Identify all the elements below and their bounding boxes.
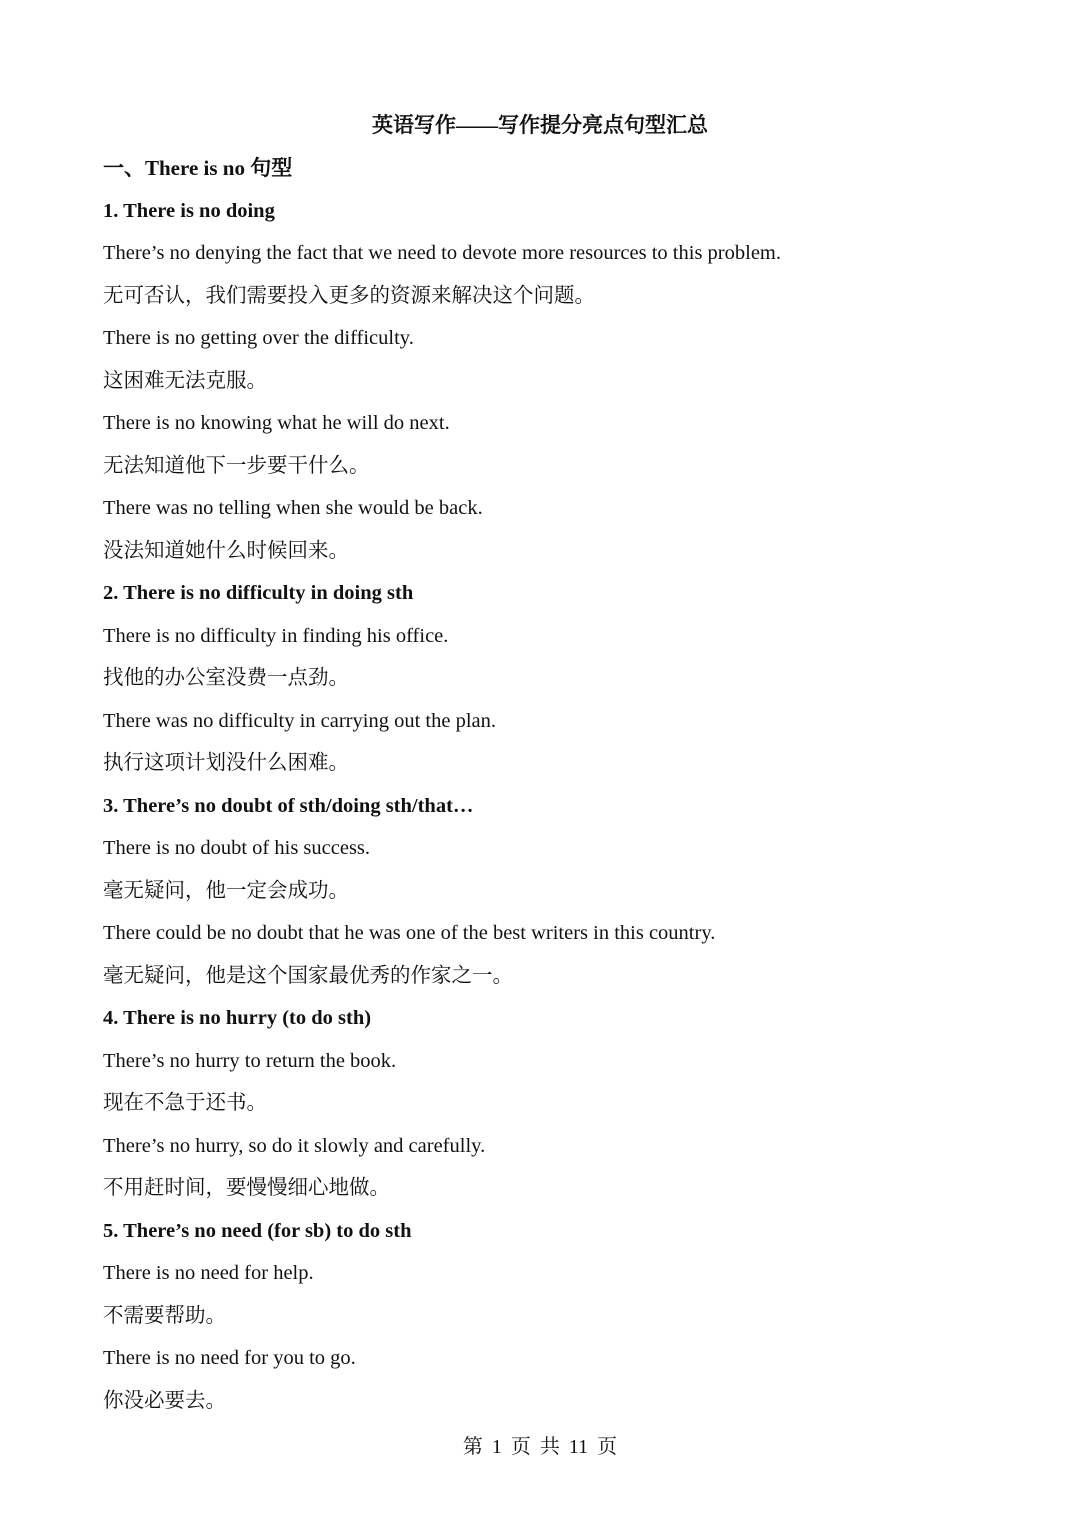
- section-heading: 一、There is no 句型: [103, 156, 293, 180]
- page-title: 英语写作——写作提分亮点句型汇总: [372, 113, 708, 137]
- example-en: There’s no denying the fact that we need to devote more resources to this problem.: [103, 242, 781, 264]
- example-zh: 不需要帮助。: [103, 1304, 226, 1327]
- page-number-footer: 第 1 页 共 11 页: [462, 1436, 618, 1458]
- pattern-heading-3: 3. There’s no doubt of sth/doing sth/that…: [103, 794, 474, 817]
- example-en: There is no getting over the difficulty.: [103, 327, 414, 349]
- example-en: There is no need for you to go.: [103, 1347, 356, 1369]
- example-en: There was no telling when she would be back.: [103, 497, 483, 519]
- example-en: There is no difficulty in finding his office.: [103, 624, 449, 647]
- example-zh: 执行这项计划没什么困难。: [103, 752, 349, 774]
- example-zh: 毫无疑问，他一定会成功。: [103, 879, 349, 902]
- pattern-heading-1: 1. There is no doing: [103, 199, 275, 222]
- example-zh: 这困难无法克服。: [103, 369, 267, 392]
- example-zh: 毫无疑问，他是这个国家最优秀的作家之一。: [103, 964, 513, 987]
- example-zh: 没法知道她什么时候回来。: [103, 539, 349, 562]
- example-en: There’s no hurry to return the book.: [103, 1049, 397, 1072]
- example-en: There’s no hurry, so do it slowly and carefully.: [103, 1134, 486, 1157]
- example-en: There is no need for help.: [103, 1262, 314, 1284]
- example-zh: 找他的办公室没费一点劲。: [103, 667, 349, 689]
- example-zh: 无可否认，我们需要投入更多的资源来解决这个问题。: [103, 284, 595, 307]
- example-zh: 无法知道他下一步要干什么。: [103, 454, 370, 477]
- example-en: There is no doubt of his success.: [103, 837, 371, 859]
- pattern-heading-2: 2. There is no difficulty in doing sth: [103, 582, 414, 604]
- example-zh: 不用赶时间，要慢慢细心地做。: [103, 1177, 390, 1199]
- pattern-heading-5: 5. There’s no need (for sb) to do sth: [103, 1219, 412, 1242]
- example-en: There was no difficulty in carrying out the plan.: [103, 709, 496, 732]
- document-body: [103, 150, 1003, 1425]
- example-en: There is no knowing what he will do next.: [103, 412, 450, 434]
- example-en: There could be no doubt that he was one of the best writers in this country.: [103, 922, 716, 944]
- example-zh: 你没必要去。: [103, 1389, 226, 1412]
- pattern-heading-4: 4. There is no hurry (to do sth): [103, 1007, 372, 1029]
- example-zh: 现在不急于还书。: [103, 1092, 267, 1114]
